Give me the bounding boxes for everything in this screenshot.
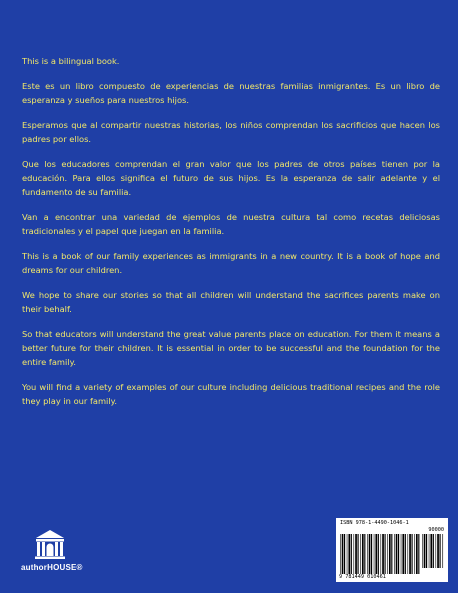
barcode-bar: [405, 534, 406, 574]
barcode-digits: 9 781449 010461: [339, 574, 386, 580]
barcode-bar: [354, 534, 355, 574]
barcode-bar: [401, 534, 402, 574]
barcode-bar: [362, 534, 364, 574]
paragraph: Este es un libro compuesto de experiencias de nuestras familias inmigrantes. Es un libro de esperanza y sueños para nuestros hijos.: [22, 81, 440, 105]
isbn-label: ISBN 978-1-4490-1046-1: [340, 520, 409, 526]
barcode-bar: [396, 534, 398, 574]
publisher-name: authorHOUSE®: [21, 563, 83, 572]
barcode-bar: [412, 534, 413, 574]
barcode-bar: [408, 534, 409, 574]
barcode-bar: [440, 534, 441, 568]
barcode-bar: [340, 534, 341, 574]
barcode-bar: [424, 534, 426, 568]
barcode-bar: [398, 534, 399, 574]
barcode-bar: [433, 534, 434, 568]
barcode-bar: [430, 534, 432, 568]
barcode-bar: [381, 534, 382, 574]
barcode-bar: [436, 534, 437, 568]
barcode-bar: [367, 534, 368, 574]
isbn-barcode: [336, 518, 448, 582]
barcode-bar: [394, 534, 395, 574]
paragraph: So that educators will understand the great value parents place on education. For them it means a better future for their children. It is essential in order to be successful and the foundation for the entire family.: [22, 329, 440, 367]
barcode-bar: [402, 534, 404, 574]
barcode-bar: [389, 534, 391, 574]
barcode-bar: [414, 534, 415, 574]
barcode-bar: [442, 534, 443, 568]
barcode-bar: [358, 534, 359, 574]
barcode-bar: [426, 534, 427, 568]
barcode-bar: [369, 534, 371, 574]
price-code: 90000: [428, 527, 444, 533]
barcode-bar: [422, 534, 423, 568]
barcode-bar: [391, 534, 392, 574]
barcode-bar: [418, 534, 419, 574]
paragraph: This is a book of our family experiences as immigrants in a new country. It is a book of hope and dreams for our children.: [22, 251, 440, 275]
barcode-bar: [348, 534, 350, 574]
barcode-bar: [437, 534, 439, 568]
barcode-bar: [351, 534, 352, 574]
blurb-text: [22, 54, 440, 419]
paragraph: Esperamos que al compartir nuestras historias, los niños comprendan los sacrificios que hacen los padres por ellos.: [22, 120, 440, 144]
barcode-bar: [374, 534, 375, 574]
barcode-bar: [387, 534, 388, 574]
barcode-bar: [375, 534, 377, 574]
barcode-bar: [342, 534, 344, 574]
paragraph: Que los educadores comprendan el gran valor que los padres de otros países tienen por la educación. Para ellos significa el futuro de sus hijos. Es la esperanza de salir adelante y el fundamento de su familia.: [22, 159, 440, 197]
barcode-bar: [378, 534, 379, 574]
barcode-bar: [409, 534, 411, 574]
paragraph: We hope to share our stories so that all children will understand the sacrifices parents make on their behalf.: [22, 290, 440, 314]
barcode-bar: [371, 534, 372, 574]
barcode-bar: [364, 534, 365, 574]
paragraph: You will find a variety of examples of our culture including delicious traditional recipes and the role they play in our family.: [22, 382, 440, 406]
barcode-bar: [416, 534, 418, 574]
barcode-bar: [385, 534, 386, 574]
barcode-bar: [347, 534, 348, 574]
barcode-bar: [429, 534, 430, 568]
barcode-addon-bars-icon: [422, 534, 444, 568]
barcode-bar: [355, 534, 357, 574]
paragraph: Van a encontrar una variedad de ejemplos de nuestra cultura tal como recetas deliciosas tradicionales y el papel que juegan en la familia.: [22, 212, 440, 236]
barcode-bars-icon: [340, 534, 420, 574]
barcode-bar: [344, 534, 345, 574]
barcode-bar: [360, 534, 361, 574]
paragraph: This is a bilingual book.: [22, 56, 120, 66]
barcode-bar: [382, 534, 384, 574]
